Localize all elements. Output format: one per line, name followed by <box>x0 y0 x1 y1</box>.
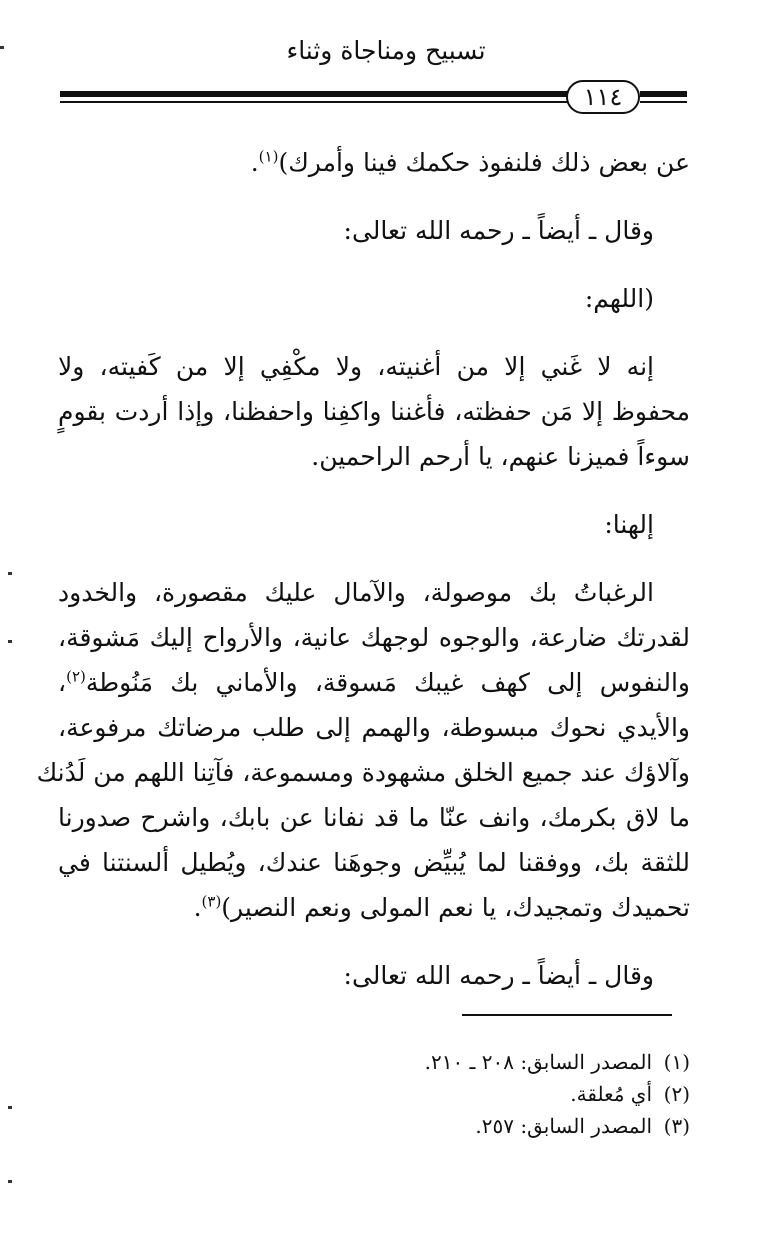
text-line: سوءاً فميزنا عنهم، يا أرحم الراحمين. <box>311 442 690 471</box>
footnote-text: أي مُعلقة. <box>570 1082 652 1106</box>
scan-margin-mark <box>8 1180 12 1183</box>
page-number: ١١٤ <box>566 80 640 114</box>
text-line: إنه لا غَني إلا من أغنيته، ولا مكْفِي إلا من كَفيته، ولا <box>58 352 654 381</box>
text-line: وقال ـ أيضاً ـ رحمه الله تعالى: <box>343 961 654 990</box>
footnote-number: (٢) <box>663 1082 690 1106</box>
text-line: وقال ـ أيضاً ـ رحمه الله تعالى: <box>343 216 654 245</box>
header-rule-right-thick <box>640 91 687 97</box>
text-line: إلهنا: <box>604 510 654 539</box>
paragraph-5 <box>58 502 690 547</box>
header-rule-thick <box>60 91 568 97</box>
text-line: تحميدك وتمجيدك، يا نعم المولى ونعم النصير)$^{(٣)}$. <box>193 892 690 922</box>
footnote-ref[interactable]: (٣) <box>201 892 222 911</box>
text-line: وآلاؤك عند جميع الخلق مشهودة ومسموعة، فآتِنا اللهم من لَدُنك <box>36 758 690 787</box>
footnote-number: (١) <box>663 1050 690 1074</box>
text-line: (اللهم: <box>584 284 654 313</box>
footnote-3 <box>300 1110 690 1142</box>
running-title: تسبيح ومناجاة وثناء <box>286 36 486 65</box>
footnote-number: (٣) <box>663 1114 690 1138</box>
scan-margin-mark <box>8 572 12 575</box>
text-line: محفوظ إلا مَن حفظته، فأغننا واكفِنا واحفظنا، وإذا أردت بقومٍ <box>58 397 690 426</box>
paragraph-3 <box>58 276 690 321</box>
footnote-ref[interactable]: (٢) <box>66 667 86 686</box>
header-rule-thin <box>60 101 568 103</box>
text-line: ما لاق بكرمك، وانف عنّا ما قد نفانا عن بابك، واشرح صدورنا <box>58 803 690 832</box>
footnote-ref[interactable]: (١) <box>258 147 279 166</box>
footnote-separator <box>462 1014 672 1016</box>
footnote-2 <box>300 1078 690 1110</box>
text-line: لقدرتك ضارعة، والوجوه لوجهك عانية، والأرواح إليك مَشوقة، <box>58 623 690 652</box>
header-rule-right-thin <box>640 101 687 103</box>
text-line: للثقة بك، ووفقنا لما يُبيِّض وجوهَنا عندك، ويُطيل ألسنتنا في <box>58 848 690 877</box>
text-line: عن بعض ذلك فلنفوذ حكمك فينا وأمرك)$^{(١)}$. <box>250 147 690 177</box>
footnote-text: المصدر السابق: ٢٥٧. <box>475 1114 652 1138</box>
scan-margin-mark <box>8 1106 12 1109</box>
body-text <box>36 140 690 998</box>
footnotes <box>300 1046 690 1142</box>
text-line: والنفوس إلى كهف غيبك مَسوقة، والأماني بك مَنُوطة$^{(٢)}$، <box>58 667 690 697</box>
paragraph-1 <box>58 140 690 185</box>
footnote-text: المصدر السابق: ٢٠٨ ـ ٢١٠. <box>424 1050 652 1074</box>
text-line: والأيدي نحوك مبسوطة، والهمم إلى طلب مرضاتك مرفوعة، <box>58 713 690 742</box>
text-line: الرغباتُ بك موصولة، والآمال عليك مقصورة، والخدود <box>58 578 654 607</box>
paragraph-4 <box>58 344 690 479</box>
scan-margin-mark <box>8 640 12 643</box>
paragraph-7 <box>58 953 690 998</box>
paragraph-2 <box>58 208 690 253</box>
paragraph-6 <box>36 570 690 930</box>
scan-margin-mark <box>0 46 4 49</box>
footnote-1 <box>300 1046 690 1078</box>
